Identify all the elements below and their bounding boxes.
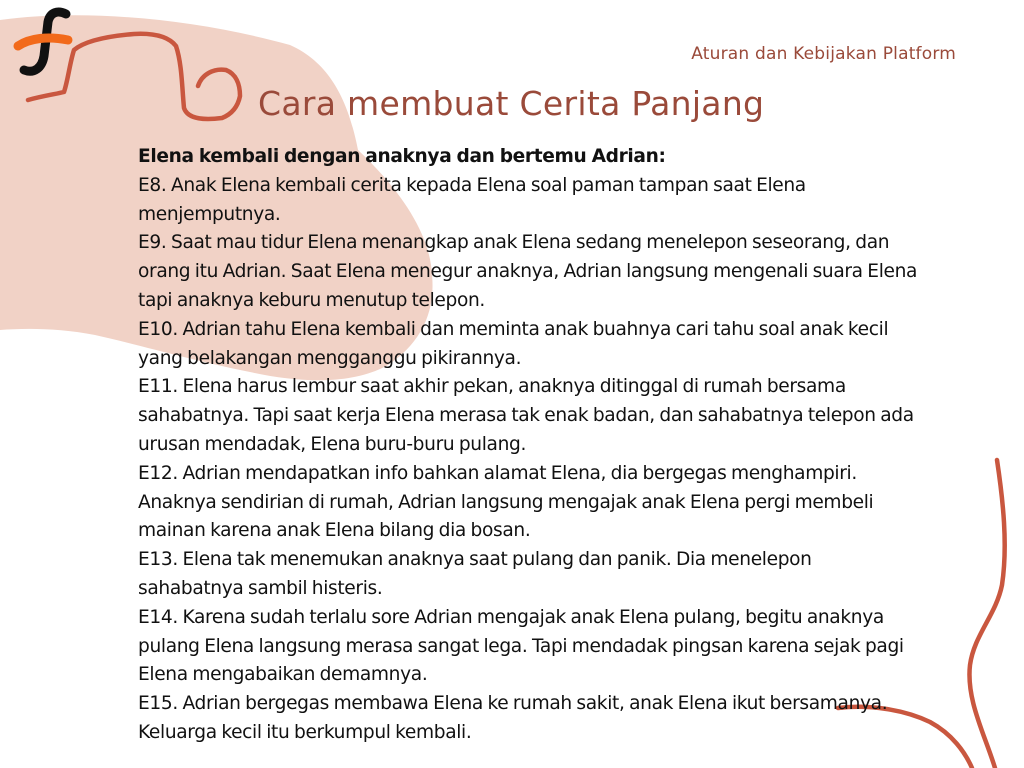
f-letter-logo-icon: [8, 4, 78, 80]
list-item-e10: E10. Adrian tahu Elena kembali dan meminta anak buahnya cari tahu soal anak kecil yang belakangan mengganggu pikirannya.: [138, 318, 889, 369]
content-body: [138, 143, 918, 748]
curve-line-right: [969, 460, 1004, 768]
page-title: Cara membuat Cerita Panjang: [258, 84, 765, 123]
list-item-e11: E11. Elena harus lembur saat akhir pekan, anaknya ditinggal di rumah bersama sahabatnya. Tapi saat kerja Elena merasa tak enak badan, dan sahabatnya telepon ada urusan mendadak, Elena buru-buru pulang.: [138, 376, 914, 455]
list-item-e8: E8. Anak Elena kembali cerita kepada Elena soal paman tampan saat Elena menjemputnya.: [138, 174, 806, 225]
list-item-e15: E15. Adrian bergegas membawa Elena ke rumah sakit, anak Elena ikut bersamanya. Keluarga kecil itu berkumpul kembali.: [138, 693, 888, 743]
list-item-e13: E13. Elena tak menemukan anaknya saat pulang dan panik. Dia menelepon sahabatnya sambil histeris.: [138, 549, 812, 599]
list-item-e9: E9. Saat mau tidur Elena menangkap anak Elena sedang menelepon seseorang, dan orang itu Adrian. Saat Elena menegur anaknya, Adrian langsung mengenali suara Elena tapi anaknya keburu menutup telepon.: [138, 232, 918, 311]
platform-label: Aturan dan Kebijakan Platform: [691, 44, 956, 64]
list-item-e14: E14. Karena sudah terlalu sore Adrian mengajak anak Elena pulang, begitu anaknya pulang Elena langsung merasa sangat lega. Tapi mendadak pingsan karena sejak pagi Elena mengabaikan demamnya.: [138, 606, 904, 686]
content-heading: Elena kembali dengan anaknya dan bertemu Adrian:: [138, 146, 666, 167]
list-item-e12: E12. Adrian mendapatkan info bahkan alamat Elena, dia bergegas menghampiri. Anaknya sendirian di rumah, Adrian langsung mengajak anak Elena pergi membeli mainan karena anak Elena bilang dia bosan.: [138, 462, 874, 542]
